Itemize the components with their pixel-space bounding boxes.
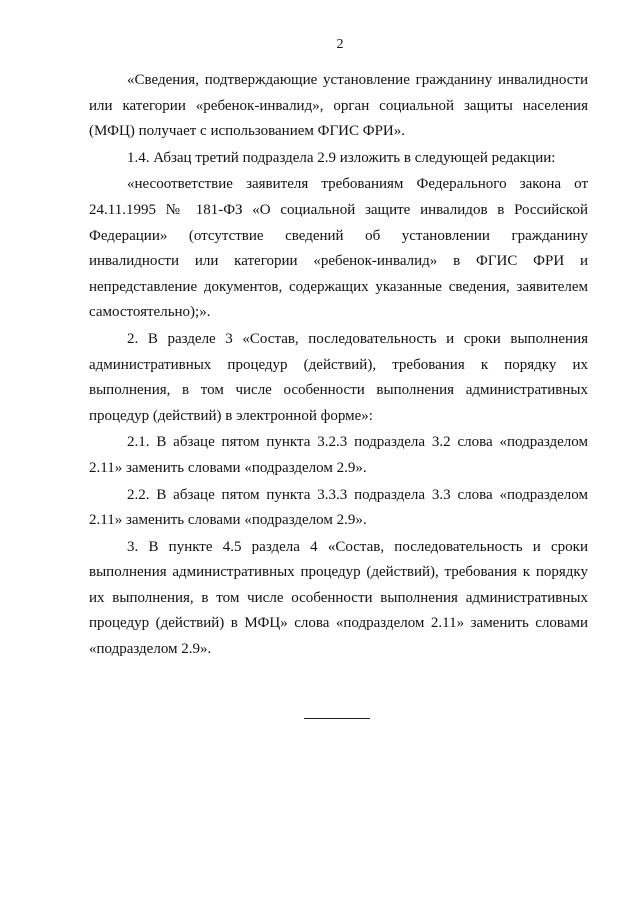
paragraph-noncompliance: «несоответствие заявителя требованиям Федерального закона от 24.11.1995 № 181-ФЗ «О социальной защите инвалидов в Российской Федерации» (отсутствие сведений об установлении гражданину инвалидности или категории «ребенок-инвалид» в ФГИС ФРИ и непредставление документов, содержащих указанные сведения, заявителем самостоятельно);». [89, 176, 588, 321]
paragraph-2-2: 2.2. В абзаце пятом пункта 3.3.3 подраздела 3.3 слова «подразделом 2.11» заменить словами «подразделом 2.9». [89, 486, 588, 529]
document-body [89, 68, 588, 663]
paragraph-section-4: 3. В пункте 4.5 раздела 4 «Состав, последовательность и сроки выполнения административных процедур (действий), требования к порядку их выполнения, в том числе особенности выполнения административных процедур (действий) в МФЦ» слова «подразделом 2.11» заменить словами «подразделом 2.9». [89, 538, 588, 658]
paragraph-1-4: 1.4. Абзац третий подраздела 2.9 изложить в следующей редакции: [127, 149, 556, 166]
page-number: 2 [336, 37, 344, 52]
paragraph-section-3: 2. В разделе 3 «Состав, последовательность и сроки выполнения административных процедур (действий), требования к порядку их выполнения, в том числе особенности выполнения административных процедур (действий) в электронной форме»: [89, 330, 588, 424]
paragraph-mfc-info: «Сведения, подтверждающие установление гражданину инвалидности или категории «ребенок-инвалид», орган социальной защиты населения (МФЦ) получает с использованием ФГИС ФРИ». [89, 72, 588, 140]
paragraph-2-1: 2.1. В абзаце пятом пункта 3.2.3 подраздела 3.2 слова «подразделом 2.11» заменить словами «подразделом 2.9». [89, 434, 588, 476]
end-of-document-rule [304, 718, 370, 719]
